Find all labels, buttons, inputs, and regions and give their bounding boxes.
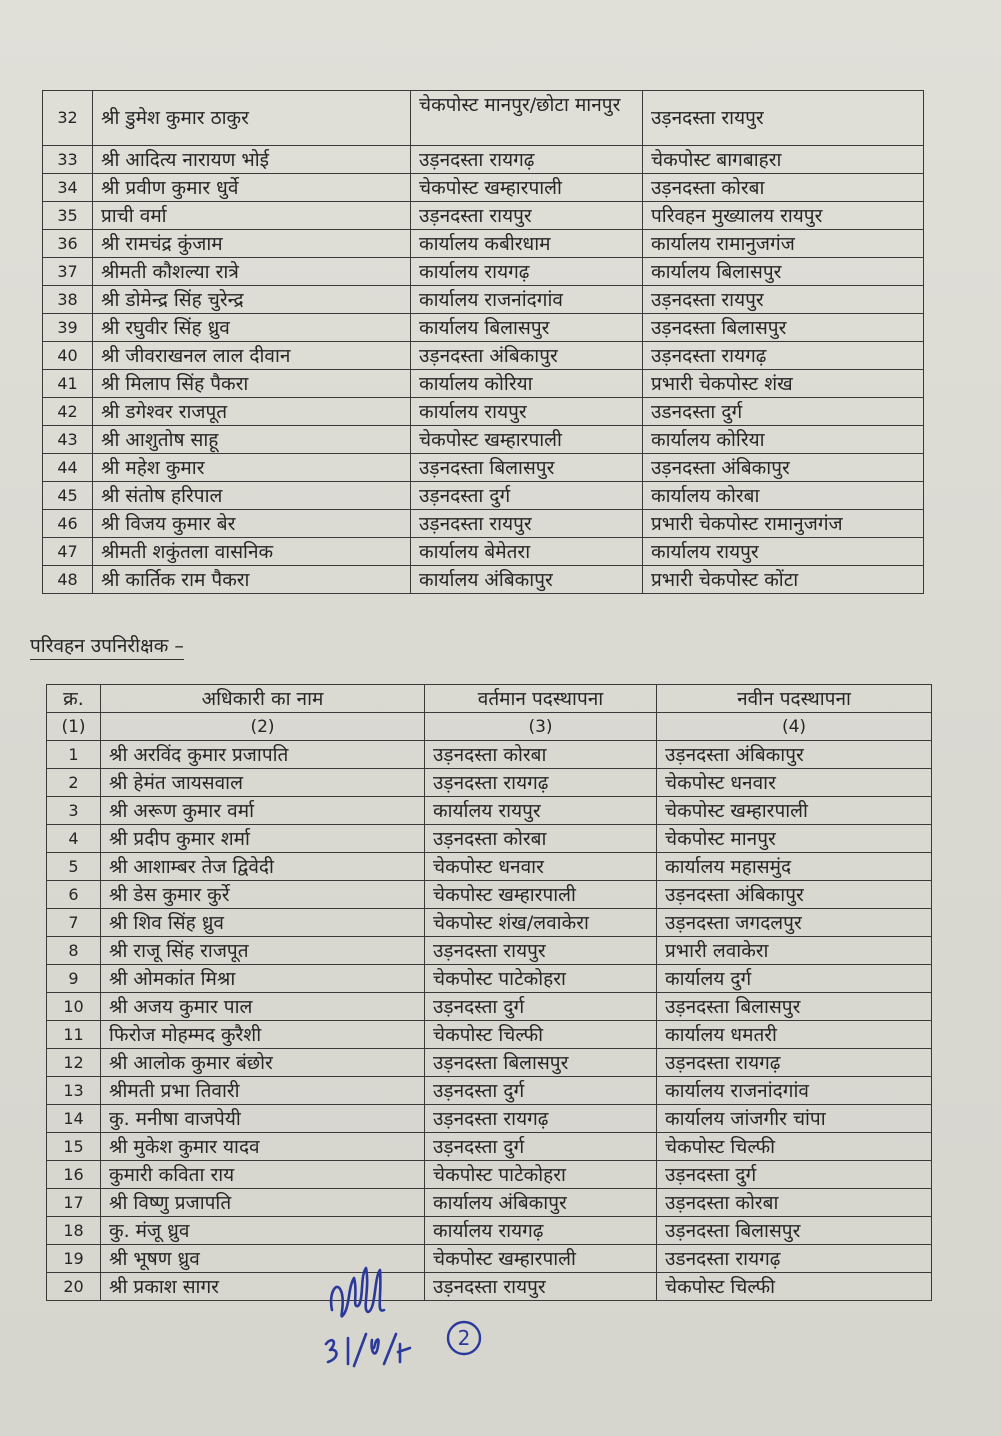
current-posting-cell: उड़नदस्ता रायगढ़ xyxy=(425,1105,657,1133)
serial-number-cell: 34 xyxy=(43,174,93,202)
officer-name-cell: श्री महेश कुमार xyxy=(93,454,411,482)
new-posting-cell: चेकपोस्ट चिल्फी xyxy=(657,1273,932,1301)
table-row xyxy=(43,510,924,538)
subheader-2: (2) xyxy=(101,713,425,741)
table-row xyxy=(43,286,924,314)
serial-number-cell: 8 xyxy=(47,937,101,965)
table-row xyxy=(43,426,924,454)
header-new-posting: नवीन पदस्थापना xyxy=(657,685,932,713)
table-row xyxy=(47,1245,932,1273)
serial-number-cell: 20 xyxy=(47,1273,101,1301)
current-posting-cell: कार्यालय कोरिया xyxy=(411,370,643,398)
serial-number-cell: 14 xyxy=(47,1105,101,1133)
serial-number-cell: 47 xyxy=(43,538,93,566)
officer-name-cell: श्री आलोक कुमार बंछोर xyxy=(101,1049,425,1077)
svg-text:2: 2 xyxy=(457,1326,471,1350)
table-row xyxy=(47,1189,932,1217)
new-posting-cell: उड़नदस्ता अंबिकापुर xyxy=(657,881,932,909)
officer-name-cell: श्री मिलाप सिंह पैकरा xyxy=(93,370,411,398)
serial-number-cell: 44 xyxy=(43,454,93,482)
serial-number-cell: 32 xyxy=(43,91,93,146)
officer-name-cell: श्री विजय कुमार बेर xyxy=(93,510,411,538)
handwritten-signature xyxy=(318,1248,418,1378)
current-posting-cell: चेकपोस्ट मानपुर/छोटा मानपुर xyxy=(411,91,643,146)
serial-number-cell: 19 xyxy=(47,1245,101,1273)
officer-name-cell: श्री विष्णु प्रजापति xyxy=(101,1189,425,1217)
serial-number-cell: 41 xyxy=(43,370,93,398)
new-posting-cell: प्रभारी चेकपोस्ट शंख xyxy=(643,370,924,398)
new-posting-cell: कार्यालय कोरिया xyxy=(643,426,924,454)
current-posting-cell: चेकपोस्ट पाटेकोहरा xyxy=(425,965,657,993)
serial-number-cell: 11 xyxy=(47,1021,101,1049)
new-posting-cell: उड़नदस्ता जगदलपुर xyxy=(657,909,932,937)
current-posting-cell: उड़नदस्ता दुर्ग xyxy=(411,482,643,510)
table-row xyxy=(47,909,932,937)
new-posting-cell: चेकपोस्ट मानपुर xyxy=(657,825,932,853)
table-row xyxy=(47,937,932,965)
officer-name-cell: श्री डुमेश कुमार ठाकुर xyxy=(93,91,411,146)
new-posting-cell: कार्यालय बिलासपुर xyxy=(643,258,924,286)
table-header-row xyxy=(47,685,932,713)
section-title-text: परिवहन उपनिरीक्षक – xyxy=(30,635,184,660)
new-posting-cell: उड़नदस्ता कोरबा xyxy=(657,1189,932,1217)
current-posting-cell: उड़नदस्ता रायपुर xyxy=(425,1273,657,1301)
officer-name-cell: श्री डोमेन्द्र सिंह चुरेन्द्र xyxy=(93,286,411,314)
serial-number-cell: 35 xyxy=(43,202,93,230)
current-posting-cell: उड़नदस्ता रायपुर xyxy=(411,202,643,230)
table-row xyxy=(47,825,932,853)
new-posting-cell: उड़नदस्ता रायगढ़ xyxy=(643,342,924,370)
table-row xyxy=(43,314,924,342)
officer-name-cell: श्री आदित्य नारायण भोई xyxy=(93,146,411,174)
serial-number-cell: 3 xyxy=(47,797,101,825)
current-posting-cell: कार्यालय कबीरधाम xyxy=(411,230,643,258)
new-posting-cell: कार्यालय दुर्ग xyxy=(657,965,932,993)
officer-name-cell: कुमारी कविता राय xyxy=(101,1161,425,1189)
new-posting-cell: कार्यालय राजनांदगांव xyxy=(657,1077,932,1105)
current-posting-cell: चेकपोस्ट शंख/लवाकेरा xyxy=(425,909,657,937)
current-posting-cell: चेकपोस्ट पाटेकोहरा xyxy=(425,1161,657,1189)
current-posting-cell: उड़नदस्ता दुर्ग xyxy=(425,1133,657,1161)
officer-name-cell: श्री अरूण कुमार वर्मा xyxy=(101,797,425,825)
current-posting-cell: उड़नदस्ता रायगढ़ xyxy=(425,769,657,797)
table-row xyxy=(47,881,932,909)
current-posting-cell: कार्यालय रायपुर xyxy=(411,398,643,426)
current-posting-cell: चेकपोस्ट चिल्फी xyxy=(425,1021,657,1049)
header-serial: क्र. xyxy=(47,685,101,713)
table-row xyxy=(43,370,924,398)
current-posting-cell: उड़नदस्ता कोरबा xyxy=(425,741,657,769)
header-officer-name: अधिकारी का नाम xyxy=(101,685,425,713)
serial-number-cell: 10 xyxy=(47,993,101,1021)
new-posting-cell: उडनदस्ता रायगढ़ xyxy=(657,1245,932,1273)
current-posting-cell: चेकपोस्ट खम्हारपाली xyxy=(411,174,643,202)
current-posting-cell: कार्यालय बिलासपुर xyxy=(411,314,643,342)
table-row xyxy=(43,258,924,286)
serial-number-cell: 18 xyxy=(47,1217,101,1245)
officer-name-cell: श्री रघुवीर सिंह ध्रुव xyxy=(93,314,411,342)
table-row xyxy=(47,741,932,769)
officer-name-cell: श्री अजय कुमार पाल xyxy=(101,993,425,1021)
page-number-mark xyxy=(444,1318,484,1358)
new-posting-cell: कार्यालय धमतरी xyxy=(657,1021,932,1049)
serial-number-cell: 4 xyxy=(47,825,101,853)
serial-number-cell: 40 xyxy=(43,342,93,370)
serial-number-cell: 1 xyxy=(47,741,101,769)
table-row xyxy=(47,993,932,1021)
officer-name-cell: कु. मनीषा वाजपेयी xyxy=(101,1105,425,1133)
current-posting-cell: उड़नदस्ता रायपुर xyxy=(411,510,643,538)
new-posting-cell: उड़नदस्ता दुर्ग xyxy=(657,1161,932,1189)
table-row xyxy=(47,1049,932,1077)
new-posting-cell: कार्यालय महासमुंद xyxy=(657,853,932,881)
table-row xyxy=(43,202,924,230)
new-posting-cell: परिवहन मुख्यालय रायपुर xyxy=(643,202,924,230)
table-row xyxy=(47,853,932,881)
table-row xyxy=(47,1105,932,1133)
serial-number-cell: 33 xyxy=(43,146,93,174)
current-posting-cell: उड़नदस्ता बिलासपुर xyxy=(411,454,643,482)
table-row xyxy=(43,566,924,594)
officer-name-cell: श्री डेस कुमार कुर्रे xyxy=(101,881,425,909)
section-title xyxy=(30,632,184,658)
current-posting-cell: उड़नदस्ता रायपुर xyxy=(425,937,657,965)
serial-number-cell: 38 xyxy=(43,286,93,314)
table-row xyxy=(47,1217,932,1245)
table-row xyxy=(47,1133,932,1161)
table-row xyxy=(47,769,932,797)
serial-number-cell: 13 xyxy=(47,1077,101,1105)
officer-name-cell: श्री हेमंत जायसवाल xyxy=(101,769,425,797)
new-posting-cell: उड़नदस्ता रायपुर xyxy=(643,91,924,146)
officer-name-cell: श्री रामचंद्र कुंजाम xyxy=(93,230,411,258)
officer-transfer-table-continued xyxy=(42,90,924,594)
serial-number-cell: 15 xyxy=(47,1133,101,1161)
table-row xyxy=(47,1021,932,1049)
current-posting-cell: उड़नदस्ता कोरबा xyxy=(425,825,657,853)
officer-name-cell: श्री प्रकाश सागर xyxy=(101,1273,425,1301)
serial-number-cell: 17 xyxy=(47,1189,101,1217)
serial-number-cell: 48 xyxy=(43,566,93,594)
new-posting-cell: कार्यालय कोरबा xyxy=(643,482,924,510)
new-posting-cell: कार्यालय जांजगीर चांपा xyxy=(657,1105,932,1133)
new-posting-cell: चेकपोस्ट धनवार xyxy=(657,769,932,797)
table-row xyxy=(43,538,924,566)
serial-number-cell: 45 xyxy=(43,482,93,510)
current-posting-cell: चेकपोस्ट खम्हारपाली xyxy=(425,881,657,909)
table-row xyxy=(43,482,924,510)
officer-name-cell: फिरोज मोहम्मद कुरैशी xyxy=(101,1021,425,1049)
new-posting-cell: उड़नदस्ता कोरबा xyxy=(643,174,924,202)
serial-number-cell: 42 xyxy=(43,398,93,426)
new-posting-cell: कार्यालय रामानुजगंज xyxy=(643,230,924,258)
serial-number-cell: 37 xyxy=(43,258,93,286)
new-posting-cell: उडनदस्ता दुर्ग xyxy=(643,398,924,426)
new-posting-cell: उड़नदस्ता रायपुर xyxy=(643,286,924,314)
current-posting-cell: उड़नदस्ता अंबिकापुर xyxy=(411,342,643,370)
new-posting-cell: उड़नदस्ता बिलासपुर xyxy=(657,1217,932,1245)
officer-name-cell: श्री कार्तिक राम पैकरा xyxy=(93,566,411,594)
new-posting-cell: उड़नदस्ता बिलासपुर xyxy=(657,993,932,1021)
officer-name-cell: प्राची वर्मा xyxy=(93,202,411,230)
officer-name-cell: श्री मुकेश कुमार यादव xyxy=(101,1133,425,1161)
table-row xyxy=(43,342,924,370)
officer-name-cell: श्री आशाम्बर तेज द्विवेदी xyxy=(101,853,425,881)
officer-name-cell: श्री प्रवीण कुमार धुर्वे xyxy=(93,174,411,202)
officer-name-cell: श्रीमती प्रभा तिवारी xyxy=(101,1077,425,1105)
serial-number-cell: 6 xyxy=(47,881,101,909)
table-row xyxy=(43,454,924,482)
officer-name-cell: श्री डगेश्वर राजपूत xyxy=(93,398,411,426)
new-posting-cell: उड़नदस्ता बिलासपुर xyxy=(643,314,924,342)
officer-name-cell: श्री ओमकांत मिश्रा xyxy=(101,965,425,993)
table-row xyxy=(43,230,924,258)
new-posting-cell: कार्यालय रायपुर xyxy=(643,538,924,566)
table-row xyxy=(47,1077,932,1105)
subheader-4: (4) xyxy=(657,713,932,741)
current-posting-cell: उड़नदस्ता दुर्ग xyxy=(425,993,657,1021)
new-posting-cell: चेकपोस्ट खम्हारपाली xyxy=(657,797,932,825)
current-posting-cell: चेकपोस्ट खम्हारपाली xyxy=(411,426,643,454)
table-row xyxy=(47,1273,932,1301)
new-posting-cell: उड़नदस्ता रायगढ़ xyxy=(657,1049,932,1077)
new-posting-cell: उड़नदस्ता अंबिकापुर xyxy=(643,454,924,482)
table-subheader-row xyxy=(47,713,932,741)
new-posting-cell: प्रभारी लवाकेरा xyxy=(657,937,932,965)
table-row xyxy=(43,174,924,202)
officer-name-cell: श्री भूषण ध्रुव xyxy=(101,1245,425,1273)
table-row xyxy=(47,797,932,825)
current-posting-cell: चेकपोस्ट धनवार xyxy=(425,853,657,881)
new-posting-cell: चेकपोस्ट बागबाहरा xyxy=(643,146,924,174)
header-current-posting: वर्तमान पदस्थापना xyxy=(425,685,657,713)
serial-number-cell: 36 xyxy=(43,230,93,258)
current-posting-cell: उड़नदस्ता दुर्ग xyxy=(425,1077,657,1105)
officer-name-cell: कु. मंजू ध्रुव xyxy=(101,1217,425,1245)
table-row xyxy=(43,91,924,146)
new-posting-cell: उड़नदस्ता अंबिकापुर xyxy=(657,741,932,769)
current-posting-cell: कार्यालय रायपुर xyxy=(425,797,657,825)
current-posting-cell: उड़नदस्ता रायगढ़ xyxy=(411,146,643,174)
current-posting-cell: कार्यालय अंबिकापुर xyxy=(425,1189,657,1217)
current-posting-cell: कार्यालय राजनांदगांव xyxy=(411,286,643,314)
officer-name-cell: श्री जीवराखनल लाल दीवान xyxy=(93,342,411,370)
table-row xyxy=(43,398,924,426)
officer-name-cell: श्री अरविंद कुमार प्रजापति xyxy=(101,741,425,769)
table-row xyxy=(47,965,932,993)
serial-number-cell: 16 xyxy=(47,1161,101,1189)
new-posting-cell: प्रभारी चेकपोस्ट रामानुजगंज xyxy=(643,510,924,538)
officer-name-cell: श्रीमती कौशल्या रात्रे xyxy=(93,258,411,286)
new-posting-cell: चेकपोस्ट चिल्फी xyxy=(657,1133,932,1161)
officer-name-cell: श्री शिव सिंह ध्रुव xyxy=(101,909,425,937)
current-posting-cell: उड़नदस्ता बिलासपुर xyxy=(425,1049,657,1077)
table-row xyxy=(43,146,924,174)
current-posting-cell: कार्यालय बेमेतरा xyxy=(411,538,643,566)
serial-number-cell: 9 xyxy=(47,965,101,993)
serial-number-cell: 39 xyxy=(43,314,93,342)
officer-name-cell: श्री संतोष हरिपाल xyxy=(93,482,411,510)
current-posting-cell: कार्यालय रायगढ़ xyxy=(425,1217,657,1245)
current-posting-cell: चेकपोस्ट खम्हारपाली xyxy=(425,1245,657,1273)
serial-number-cell: 7 xyxy=(47,909,101,937)
subheader-3: (3) xyxy=(425,713,657,741)
subheader-1: (1) xyxy=(47,713,101,741)
table-row xyxy=(47,1161,932,1189)
officer-name-cell: श्रीमती शकुंतला वासनिक xyxy=(93,538,411,566)
serial-number-cell: 43 xyxy=(43,426,93,454)
current-posting-cell: कार्यालय अंबिकापुर xyxy=(411,566,643,594)
new-posting-cell: प्रभारी चेकपोस्ट कोंटा xyxy=(643,566,924,594)
current-posting-cell: कार्यालय रायगढ़ xyxy=(411,258,643,286)
sub-inspector-transfer-table xyxy=(46,684,932,1301)
officer-name-cell: श्री राजू सिंह राजपूत xyxy=(101,937,425,965)
serial-number-cell: 46 xyxy=(43,510,93,538)
officer-name-cell: श्री प्रदीप कुमार शर्मा xyxy=(101,825,425,853)
serial-number-cell: 12 xyxy=(47,1049,101,1077)
serial-number-cell: 5 xyxy=(47,853,101,881)
serial-number-cell: 2 xyxy=(47,769,101,797)
officer-name-cell: श्री आशुतोष साहू xyxy=(93,426,411,454)
